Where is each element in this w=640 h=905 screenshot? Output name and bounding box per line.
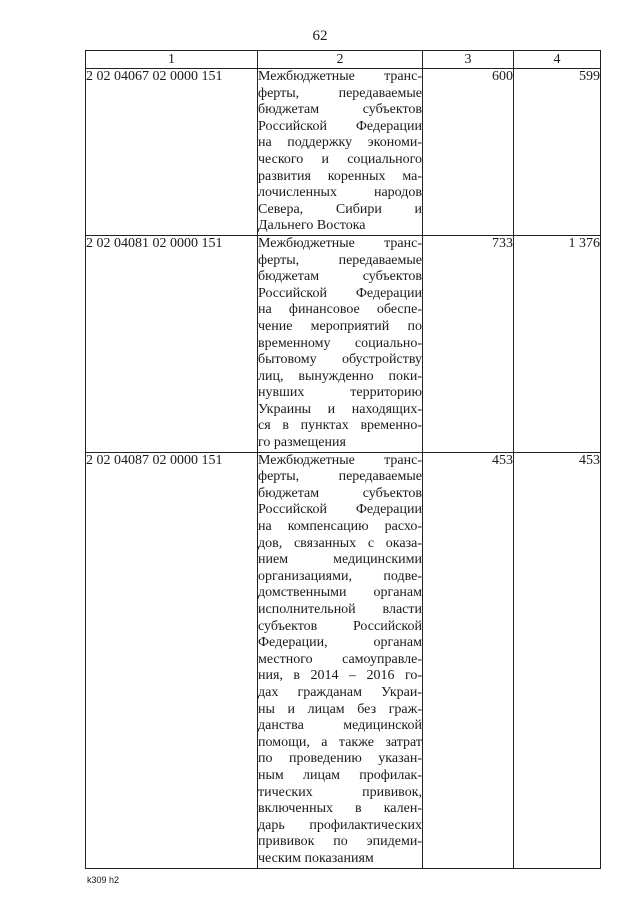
description-line: ферты, передаваемые (258, 469, 422, 485)
amount-col4-cell: 1 376 (514, 235, 601, 452)
description-line: временному социально- (258, 335, 422, 351)
column-header-1: 1 (86, 51, 258, 69)
description-line: дов, связанных с оказа- (258, 535, 422, 551)
description-cell (258, 452, 423, 868)
description-line: лочисленных народов (258, 185, 422, 201)
amount-col4-cell: 599 (514, 69, 601, 236)
description-line: Федерации, органам (258, 635, 422, 651)
description-line: нувших территорию (258, 385, 422, 401)
description-line: Межбюджетные транс- (258, 452, 422, 468)
budget-table (85, 50, 601, 869)
description-line: включенных в кален- (258, 801, 422, 817)
amount-col3-cell: 453 (423, 452, 514, 868)
description-line: ся в пунктах временно- (258, 418, 422, 434)
description-line: Российской Федерации (258, 285, 422, 301)
amount-col3-cell: 733 (423, 235, 514, 452)
description-line: исполнительной власти (258, 602, 422, 617)
description-line: ческого и социального (258, 151, 422, 167)
footer-code: k309 h2 (87, 875, 120, 885)
table-row (86, 452, 601, 868)
description-line: Российской Федерации (258, 118, 422, 134)
description-cell (258, 69, 423, 236)
description-line: дах гражданам Украи- (258, 684, 422, 700)
description-line: бюджетам субъектов (258, 485, 422, 501)
description-line: чение мероприятий по (258, 318, 422, 334)
description-line: развития коренных ма- (258, 168, 422, 184)
description-line: прививок по эпидеми- (258, 834, 422, 850)
description-line: ферты, передаваемые (258, 252, 422, 268)
description-line: ческим показаниям (258, 850, 374, 866)
description-line: домственными органам (258, 585, 422, 601)
description-cell (258, 235, 423, 452)
description-line: на поддержку экономи- (258, 135, 422, 151)
budget-code-cell: 2 02 04067 02 0000 151 (86, 69, 258, 236)
amount-col4-cell: 453 (514, 452, 601, 868)
description-line: ния, в 2014 – 2016 го- (258, 668, 422, 684)
table-row (86, 235, 601, 452)
budget-code-cell: 2 02 04087 02 0000 151 (86, 452, 258, 868)
description-line: ны и лицам без граж- (258, 701, 422, 717)
description-line: субъектов Российской (258, 618, 422, 634)
description-line: данства медицинской (258, 718, 422, 734)
description-line: Межбюджетные транс- (258, 235, 422, 251)
description-line: тических прививок, (258, 784, 422, 800)
column-header-4: 4 (514, 51, 601, 69)
description-line: Дальнего Востока (258, 218, 366, 234)
description-line: Украины и находящих- (258, 401, 422, 417)
table-row (86, 69, 601, 236)
table-header-row (86, 51, 601, 69)
description-line: на финансовое обеспе- (258, 302, 422, 318)
description-line: Российской Федерации (258, 502, 422, 518)
description-line: ным лицам профилак- (258, 767, 422, 783)
description-line: лиц, вынужденно поки- (258, 368, 422, 384)
description-line: Севера, Сибири и (258, 201, 422, 217)
page-number: 62 (312, 28, 328, 44)
description-line: бюджетам субъектов (258, 269, 422, 285)
budget-code-cell: 2 02 04081 02 0000 151 (86, 235, 258, 452)
description-line: по проведению указан- (258, 751, 422, 767)
description-line: бюджетам субъектов (258, 102, 422, 118)
description-line: дарь профилактических (258, 817, 422, 833)
description-line: бытовому обустройству (258, 352, 422, 368)
column-header-3: 3 (423, 51, 514, 69)
description-line: ферты, передаваемые (258, 85, 422, 101)
description-line: на компенсацию расхо- (258, 519, 422, 535)
description-line: нием медицинскими (258, 552, 422, 568)
column-header-2: 2 (258, 51, 423, 69)
description-line: помощи, а также затрат (258, 734, 422, 750)
amount-col3-cell: 600 (423, 69, 514, 236)
description-line: Межбюджетные транс- (258, 69, 422, 84)
description-line: го размещения (258, 435, 346, 451)
description-line: местного самоуправле- (258, 651, 422, 667)
description-line: организациями, подве- (258, 568, 422, 584)
